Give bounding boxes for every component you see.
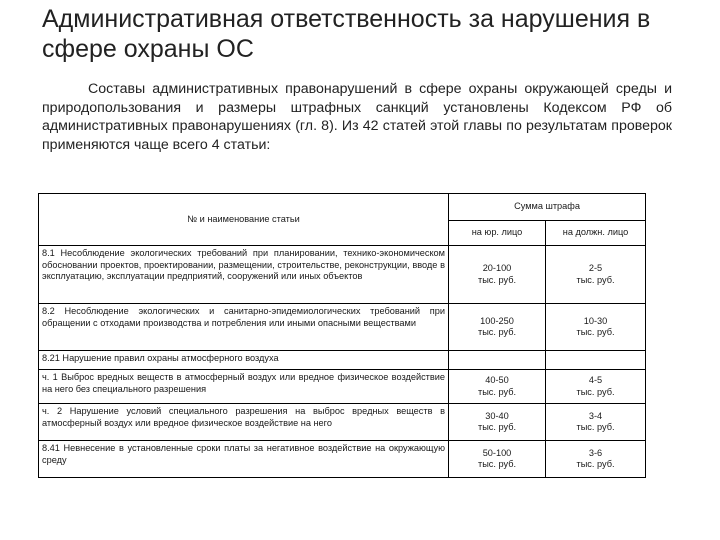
fine-legal (449, 351, 546, 370)
table-header-row (39, 194, 646, 221)
fine-official: 3-6 тыс. руб. (546, 441, 646, 478)
fine-legal: 40-50 тыс. руб. (449, 370, 546, 404)
table-row (39, 441, 646, 478)
header-legal-entity: на юр. лицо (449, 221, 546, 246)
header-fine-sum: Сумма штрафа (449, 194, 646, 221)
fine-legal: 20-100 тыс. руб. (449, 246, 546, 304)
slide-title: Административная ответственность за нарушения в сфере охраны ОС (42, 5, 651, 63)
article-name: 8.2 Несоблюдение экологических и санитарно-эпидемиологических требований при обращении с отходами производства и потребления или иными опасными веществами (39, 304, 449, 351)
fine-legal: 100-250 тыс. руб. (449, 304, 546, 351)
fine-legal: 30-40 тыс. руб. (449, 404, 546, 441)
intro-paragraph: Составы административных правонарушений в сфере охраны окружающей среды и природопользования и размеры штрафных санкций установлены Кодексом РФ об административных правонарушениях (гл. 8). Из 42 статей этой главы по результатам проверок применяются чаще всего 4 статьи: (42, 81, 672, 153)
article-name: 8.21 Нарушение правил охраны атмосферного воздуха (39, 351, 449, 370)
fines-table (38, 193, 646, 478)
fine-official: 2-5 тыс. руб. (546, 246, 646, 304)
table-row (39, 351, 646, 370)
table-row (39, 370, 646, 404)
article-name: ч. 2 Нарушение условий специального разрешения на выброс вредных веществ в атмосферный воздух или вредное физическое воздействие на него (39, 404, 449, 441)
fine-legal: 50-100 тыс. руб. (449, 441, 546, 478)
fine-official: 10-30 тыс. руб. (546, 304, 646, 351)
article-name: 8.1 Несоблюдение экологических требований при планировании, технико-экономическом обосновании проектов, проектировании, размещении, строительстве, реконструкции, вводе в эксплуатацию, эксплуатации предприятий, сооружений или иных объектов (39, 246, 449, 304)
header-official: на должн. лицо (546, 221, 646, 246)
article-name: 8.41 Невнесение в установленные сроки платы за негативное воздействие на окружающую среду (39, 441, 449, 478)
article-name: ч. 1 Выброс вредных веществ в атмосферный воздух или вредное физическое воздействие на него без специального разрешения (39, 370, 449, 404)
table-row (39, 304, 646, 351)
fine-official (546, 351, 646, 370)
table-row (39, 246, 646, 304)
table-row (39, 404, 646, 441)
header-article: № и наименование статьи (39, 194, 449, 246)
fine-official: 3-4 тыс. руб. (546, 404, 646, 441)
fine-official: 4-5 тыс. руб. (546, 370, 646, 404)
